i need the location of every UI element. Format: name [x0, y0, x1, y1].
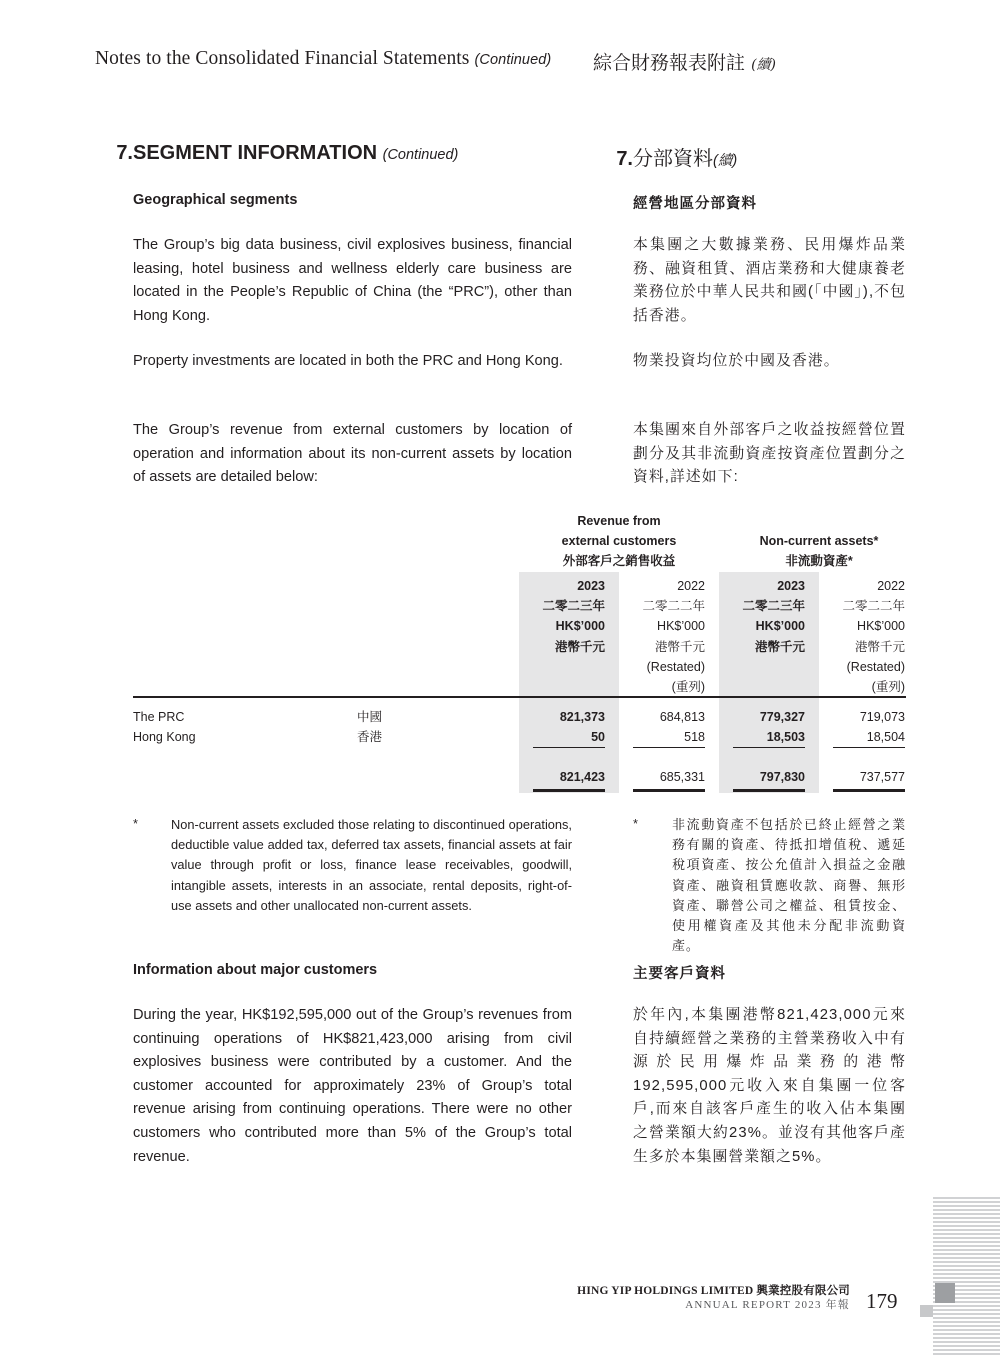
total-value: 797,830 [759, 770, 805, 784]
section-title-cn [595, 142, 737, 171]
cell-value: 18,504 [866, 730, 905, 744]
total-value: 821,423 [559, 770, 605, 784]
section-number: 7. [116, 142, 133, 164]
major-para-en: During the year, HK$192,595,000 out of the Group’s revenues from continuing operations of HK$821,423,000 arising from civil explosives business were contributed by a customer. And the customer accounted for approximately 23% of Group’s total revenue arising from continuing operations. There were no other customers who contributed more than 5% of the Group’s total revenue. [133, 1007, 572, 1165]
assets-group-header: Non-current assets* 非流動資產* [759, 534, 879, 569]
total-value: 737,577 [859, 770, 905, 784]
row-label-en: Hong Kong [133, 730, 196, 744]
row-label-en: The PRC [133, 710, 185, 724]
section-name-cn: 分部資料 [633, 148, 713, 170]
cell-value: 18,503 [766, 730, 805, 744]
geo-heading-cn: 經營地區分部資料 [633, 196, 757, 212]
page-number: 179 [866, 1289, 898, 1313]
footer-report-name: ANNUAL REPORT 2023 年報 [685, 1298, 850, 1311]
total-double-rule [733, 789, 805, 792]
revenue-group-header: Revenue from external customers 外部客戶之銷售收益 [561, 514, 677, 569]
geo-para3-cn: 本集團來自外部客戶之收益按經營位置劃分及其非流動資產按資產位置劃分之資料,詳述如下: [633, 422, 906, 486]
footer-company [560, 1285, 850, 1312]
decorative-square [935, 1283, 955, 1303]
decorative-square [920, 1305, 933, 1317]
geo-heading-en: Geographical segments [133, 192, 298, 208]
running-header-cn [593, 48, 776, 75]
footnote-marker-cn: * [633, 816, 638, 831]
geo-para2-en: Property investments are located in both the PRC and Hong Kong. [133, 353, 563, 369]
row-label-cn: 香港 [357, 730, 383, 744]
footnote-cn: 非流動資產不包括於已終止經營之業務有關的資產、待抵扣增值稅、遞延稅項資產、按公允值計入損益之金融資產、融資租賃應收款、商譽、無形資產、聯營公司之權益、租賃按金、使用權資產及其他未分配非流動資產。 [672, 817, 906, 954]
col-header-assets-2023: 2023 二零二三年 HK$’000 港幣千元 [742, 579, 805, 654]
running-header-en [95, 48, 551, 70]
header-title-en: Notes to the Consolidated Financial Statements [95, 48, 470, 69]
footer-company-name: HING YIP HOLDINGS LIMITED 興業控股有限公司 [577, 1285, 850, 1297]
col-header-assets-2022: 2022 二零二二年 HK$’000 港幣千元 (Restated) (重列) [842, 579, 905, 695]
major-heading-cn: 主要客戶資料 [633, 966, 726, 982]
total-double-rule [633, 789, 705, 792]
decorative-stripes [933, 1197, 1000, 1357]
row-label-cn: 中國 [357, 710, 383, 724]
footnote-en: Non-current assets excluded those relating to discontinued operations, deductible value added tax, deferred tax assets, financial assets at fair value through profit or loss, finance lease receivables, goodwill, intangible assets, interests in an associate, rental deposits, right-of-use assets and other unallocated non-current assets. [171, 817, 572, 913]
header-title-cn: 綜合財務報表附註 [593, 52, 746, 74]
total-double-rule [833, 789, 905, 792]
header-continued-cn: (續) [751, 57, 776, 73]
col-header-revenue-2022: 2022 二零二二年 HK$’000 港幣千元 (Restated) (重列) [642, 579, 705, 695]
major-heading-en: Information about major customers [133, 962, 378, 978]
section-number-cn: 7. [616, 148, 633, 170]
table-header-rule [133, 696, 906, 698]
total-value: 685,331 [659, 770, 705, 784]
major-para-cn: 於年內,本集團港幣821,423,000元來自持續經營之業務的主營業務收入中有源於民用爆炸品業務的港幣192,595,000元收入來自集團一位客戶,而來自該客戶產生的收入佔本集團之營業額大約23%。並沒有其他客戶產生多於本集團營業額之5%。 [633, 1007, 906, 1165]
subtotal-rule [533, 747, 605, 748]
section-name-en: SEGMENT INFORMATION [133, 142, 378, 164]
col-header-revenue-2023: 2023 二零二三年 HK$’000 港幣千元 [542, 579, 605, 654]
footnote-marker-en: * [133, 816, 138, 831]
cell-value: 821,373 [559, 710, 605, 724]
cell-value: 518 [684, 730, 705, 744]
total-double-rule [533, 789, 605, 792]
geo-para3-en: The Group’s revenue from external customers by location of operation and information about its non-current assets by location of assets are detailed below: [133, 422, 572, 486]
subtotal-rule [833, 747, 905, 748]
cell-value: 719,073 [859, 710, 905, 724]
geo-para1-cn: 本集團之大數據業務、民用爆炸品業務、融資租賃、酒店業務和大健康養老業務位於中華人民共和國(「中國」),不包括香港。 [633, 237, 906, 324]
section-continued-cn: (續) [713, 153, 738, 169]
cell-value: 50 [591, 730, 605, 744]
subtotal-rule [633, 747, 705, 748]
geo-para1-en: The Group’s big data business, civil explosives business, financial leasing, hotel business and wellness elderly care business are located in the People’s Republic of China (the “PRC”), other than Hong Kong. [133, 237, 572, 324]
cell-value: 684,813 [659, 710, 705, 724]
header-continued-en: (Continued) [474, 52, 552, 68]
geo-para2-cn: 物業投資均位於中國及香港。 [633, 353, 840, 369]
subtotal-rule [733, 747, 805, 748]
cell-value: 779,327 [759, 710, 805, 724]
section-continued-en: (Continued) [382, 147, 459, 163]
section-title-en [95, 142, 458, 165]
